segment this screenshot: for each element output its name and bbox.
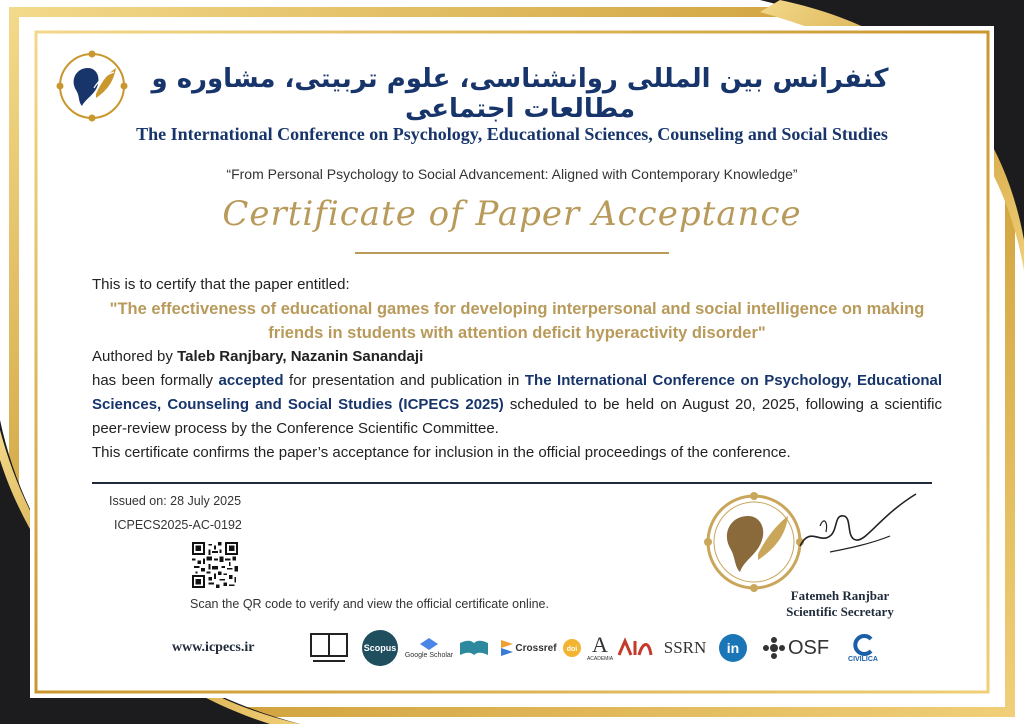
signature: [790, 486, 920, 566]
authors-line: [92, 345, 942, 369]
issue-date: Issued on: 28 July 2025: [109, 494, 242, 508]
conference-title-english: The International Conference on Psychology, Educational Sciences, Counseling and Social Studies: [136, 124, 888, 144]
paper-title: "The effectiveness of educational games for developing interpersonal and social intelligence on making friends in students with attention deficit hyperactivity disorder": [109, 300, 925, 342]
accepted-word: accepted: [218, 372, 284, 389]
signer-name: Fatemeh Ranjbar: [790, 588, 890, 603]
osf-logo: OSF: [756, 628, 836, 668]
authored-by-label: Authored by: [92, 348, 173, 365]
certificate-id: ICPECS2025-AC-0192: [114, 518, 242, 532]
civilica-logo: CIVILICA: [840, 628, 886, 668]
certificate-title: Certificate of Paper Acceptance: [222, 194, 802, 234]
persian-publisher-logo: [616, 628, 654, 668]
conference-logo: [56, 50, 128, 122]
crossref-logo: Crossref: [498, 628, 560, 668]
svg-text:doi: doi: [566, 646, 578, 653]
google-scholar-logo: Google Scholar: [404, 628, 454, 668]
doi-logo: [562, 628, 582, 668]
conference-name: The International Conference on Psychology, Educational Sciences, Counseling and Social Studies (ICPECS 2025): [92, 372, 943, 413]
ssrn-logo: SSRN: [663, 638, 707, 657]
acceptance-mid: for presentation and publication in: [289, 372, 520, 389]
academia-logo: A ACADEMIA: [586, 632, 614, 662]
website-link[interactable]: www.icpecs.ir: [172, 640, 255, 655]
scopus-logo: [360, 628, 400, 668]
book-icon: [456, 628, 492, 668]
linkedin-logo: [716, 628, 750, 668]
certificate-body: [92, 273, 942, 465]
book-publisher-icon: [306, 628, 352, 668]
acceptance-pre: has been formally: [92, 372, 214, 389]
closing-statement: This certificate confirms the paper’s acceptance for inclusion in the official proceedings of the conference.: [92, 444, 791, 461]
signer-role: Scientific Secretary: [786, 604, 894, 619]
intro-text: This is to certify that the paper entitled:: [92, 276, 350, 293]
verification-qr-code[interactable]: [192, 542, 238, 588]
acceptance-statement: [92, 369, 942, 441]
acceptance-post: scheduled to be held on August 20, 2025, following a scientific peer-review process by the Conference Scientific Committee.: [92, 396, 943, 437]
signer-block: [770, 588, 910, 620]
title-underline: [355, 252, 669, 254]
qr-instruction: Scan the QR code to verify and view the official certificate online.: [190, 597, 549, 611]
indexing-logos: [306, 628, 886, 668]
svg-text:in: in: [726, 640, 740, 656]
author-names: Taleb Ranjbary, Nazanin Sanandaji: [177, 348, 424, 365]
svg-text:Scopus: Scopus: [363, 643, 397, 653]
footer-divider: [92, 482, 932, 484]
conference-motto: “From Personal Psychology to Social Advancement: Aligned with Contemporary Knowledge”: [226, 166, 798, 182]
conference-title-persian: کنفرانس بین المللی روانشناسی، علوم تربیتی، مشاوره و مطالعات اجتماعی: [151, 64, 889, 124]
